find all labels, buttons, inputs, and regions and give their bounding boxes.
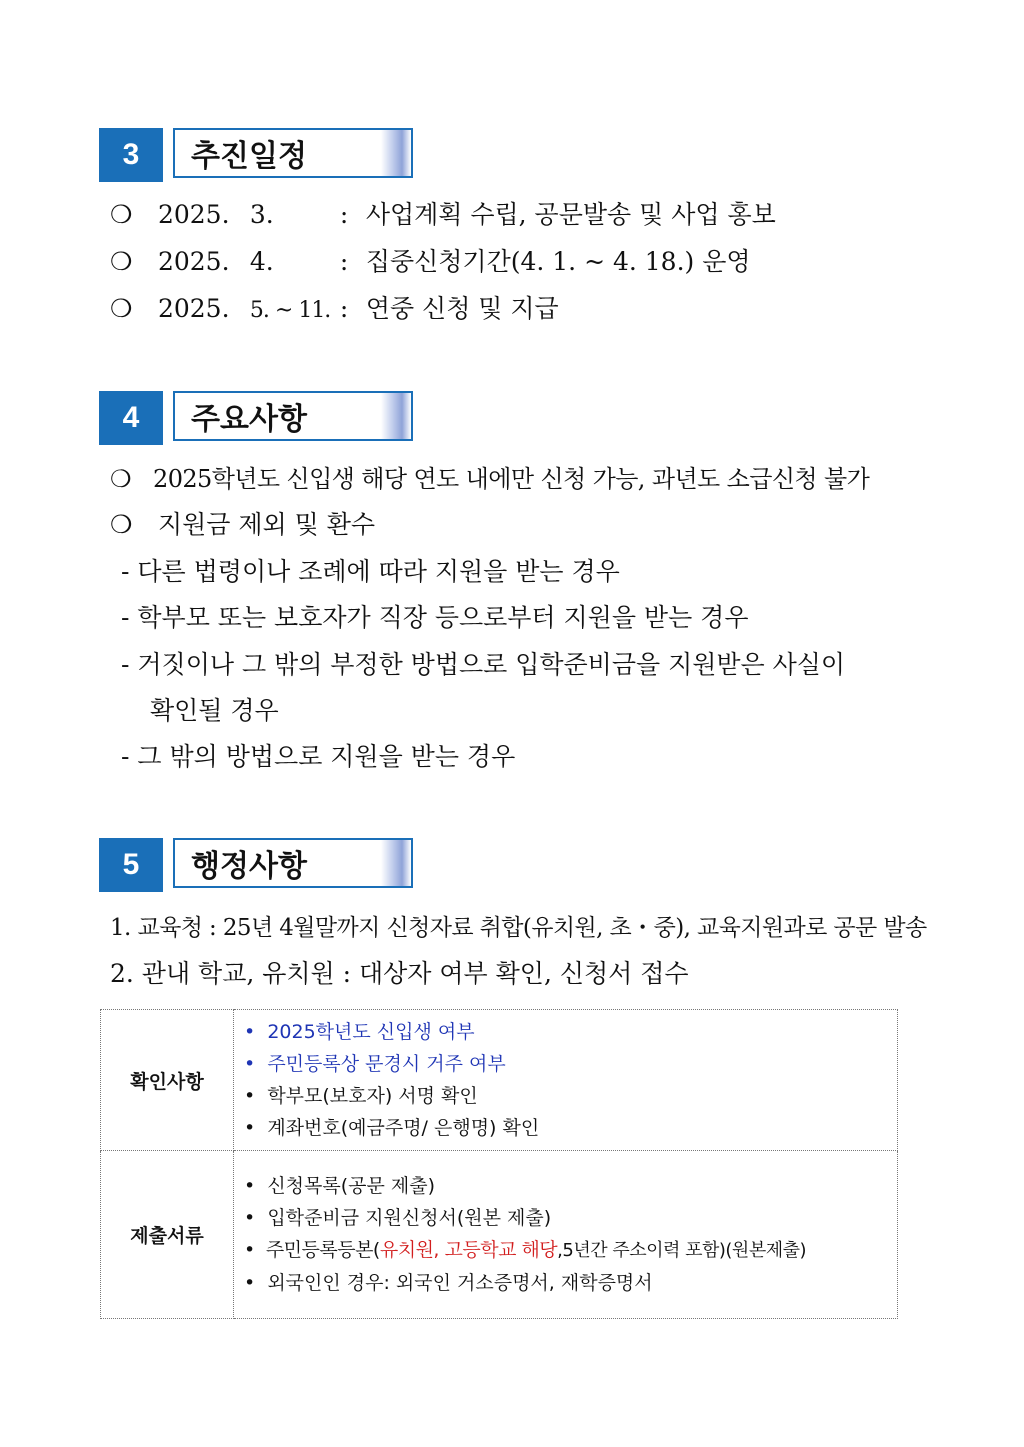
schedule-line-1 (110, 200, 776, 230)
bullet-item (244, 1048, 897, 1080)
circle-bullet-icon: ❍ (110, 294, 133, 323)
admin-item-1: 1. 교육청 : 25년 4월말까지 신청자료 취합(유치원, 초・중), 교육지원과로 공문 발송 (110, 915, 927, 941)
row-label: 제출서류 (101, 1151, 234, 1319)
schedule-sep: : (339, 247, 349, 276)
bullet-dot-icon: • (244, 1053, 256, 1075)
bullet-text: 외국인인 경우: 외국인 거소증명서, 재학증명서 (267, 1272, 653, 1294)
section-number: 5 (99, 838, 163, 892)
schedule-month: 5. ~ 11. (249, 298, 331, 323)
requirements-table (100, 1009, 898, 1319)
bullet-dot-icon: • (244, 1272, 256, 1294)
table-row (101, 1010, 898, 1151)
schedule-text: 집중신청기간(4. 1. ~ 4. 18.) 운영 (365, 247, 751, 276)
section-number: 3 (99, 128, 163, 182)
notice-line-2 (110, 510, 375, 540)
dash-item: - 학부모 또는 보호자가 직장 등으로부터 지원을 받는 경우 (121, 603, 749, 632)
section-title-box (173, 128, 413, 178)
bullet-text: 2025학년도 신입생 여부 (267, 1021, 475, 1043)
dash-item: - 거짓이나 그 밖의 부정한 방법으로 입학준비금을 지원받은 사실이 (121, 650, 846, 679)
bullet-item (244, 1202, 897, 1234)
schedule-sep: : (339, 200, 349, 229)
bullet-text: 입학준비금 지원신청서(원본 제출) (267, 1207, 552, 1229)
schedule-line-2 (110, 247, 751, 277)
schedule-year: 2025. (157, 247, 230, 276)
schedule-month: 3. (249, 200, 274, 229)
section-3-header (99, 128, 419, 182)
title-gradient-decoration (381, 840, 411, 886)
notice-text: 지원금 제외 및 환수 (157, 510, 375, 539)
notice-text: 2025학년도 신입생 해당 연도 내에만 신청 가능, 과년도 소급신청 불가 (153, 465, 870, 493)
circle-bullet-icon: ❍ (110, 247, 133, 276)
bullet-item (244, 1112, 897, 1144)
section-title: 행정사항 (191, 849, 307, 884)
section-5-header (99, 838, 419, 892)
dash-item: - 다른 법령이나 조례에 따라 지원을 받는 경우 (121, 557, 620, 586)
bullet-text: 신청목록(공문 제출) (267, 1175, 436, 1197)
bullet-dot-icon: • (244, 1175, 256, 1197)
bullet-item (244, 1170, 897, 1202)
bullet-dot-icon: • (244, 1239, 255, 1261)
bullet-dot-icon: • (244, 1117, 256, 1139)
bullet-text: 주민등록상 문경시 거주 여부 (267, 1053, 506, 1075)
bullet-dot-icon: • (244, 1085, 256, 1107)
section-title-box (173, 391, 413, 441)
row-content (234, 1151, 898, 1319)
row-label: 확인사항 (101, 1010, 234, 1151)
schedule-sep: : (339, 294, 349, 323)
bullet-dot-icon: • (244, 1207, 256, 1229)
section-title-box (173, 838, 413, 888)
bullet-text: 주민등록등본( (265, 1239, 380, 1261)
title-gradient-decoration (381, 130, 411, 176)
schedule-text: 사업계획 수립, 공문발송 및 사업 홍보 (365, 200, 776, 229)
bullet-dot-icon: • (244, 1021, 256, 1043)
section-title: 주요사항 (191, 402, 307, 437)
table-row (101, 1151, 898, 1319)
bullet-item (244, 1016, 897, 1048)
section-number: 4 (99, 391, 163, 445)
section-title: 추진일정 (191, 139, 307, 174)
schedule-line-3 (110, 294, 559, 326)
section-4-header (99, 391, 419, 445)
dash-item-continuation: 확인될 경우 (150, 696, 279, 725)
schedule-year: 2025. (157, 294, 230, 323)
circle-bullet-icon: ❍ (110, 465, 131, 493)
dash-item: - 그 밖의 방법으로 지원을 받는 경우 (121, 742, 516, 771)
bullet-item (244, 1080, 897, 1112)
schedule-month: 4. (249, 247, 274, 276)
row-content (234, 1010, 898, 1151)
title-gradient-decoration (381, 393, 411, 439)
circle-bullet-icon: ❍ (110, 510, 133, 539)
circle-bullet-icon: ❍ (110, 200, 133, 229)
schedule-text: 연중 신청 및 지급 (365, 294, 559, 323)
bullet-item (244, 1234, 897, 1267)
bullet-text: 계좌번호(예금주명/ 은행명) 확인 (267, 1117, 540, 1139)
admin-item-2: 2. 관내 학교, 유치원 : 대상자 여부 확인, 신청서 접수 (110, 959, 689, 988)
bullet-text: ,5년간 주소이력 포함)(원본제출) (557, 1240, 807, 1261)
bullet-text: 학부모(보호자) 서명 확인 (267, 1085, 478, 1107)
bullet-item (244, 1267, 897, 1299)
bullet-highlight-text: 유치원, 고등학교 해당 (379, 1239, 558, 1261)
notice-line-1 (110, 464, 869, 494)
schedule-year: 2025. (157, 200, 230, 229)
